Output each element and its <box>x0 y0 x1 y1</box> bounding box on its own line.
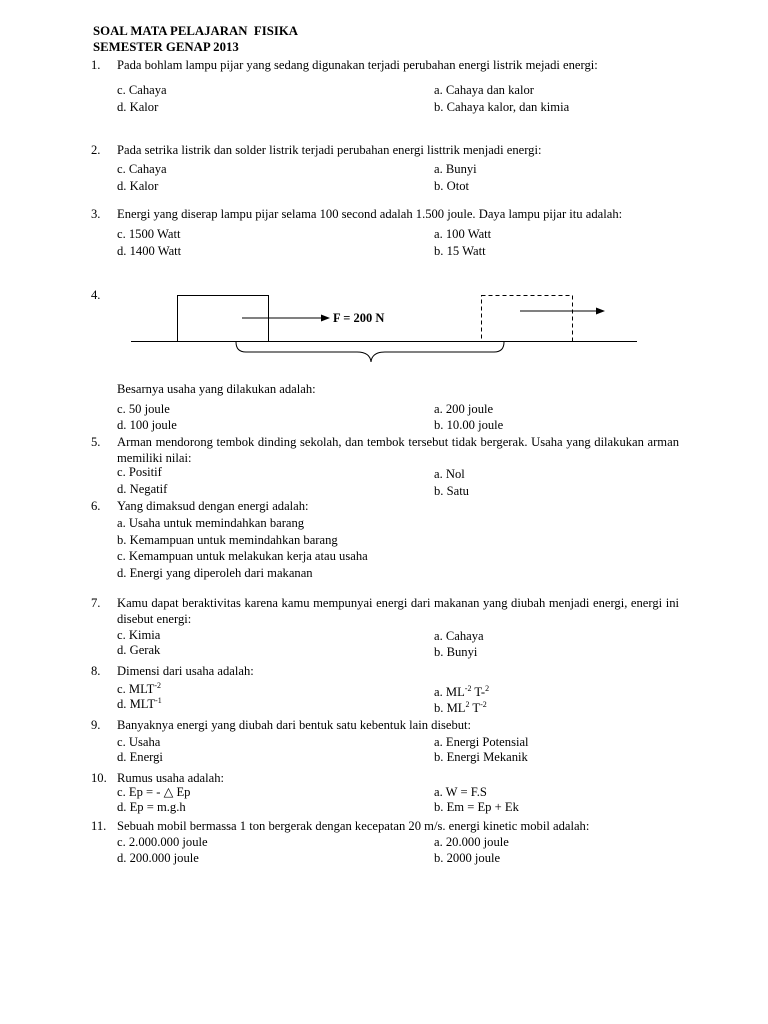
option-a: a. Nol <box>434 467 465 481</box>
question-text: Pada setrika listrik dan solder listrik terjadi perubahan energi listtrik menjadi energi: <box>117 143 542 157</box>
question-number: 3. <box>91 207 101 221</box>
exam-title: SOAL MATA PELAJARAN FISIKA <box>93 24 299 38</box>
option-a: a. Energi Potensial <box>434 735 529 749</box>
question-11 <box>91 818 679 866</box>
question-text: Yang dimaksud dengan energi adalah: <box>117 499 309 513</box>
option-b: b. Satu <box>434 484 469 498</box>
option-b: b. 10.00 joule <box>434 418 504 432</box>
answer-options <box>117 733 679 765</box>
option-c: c. Cahaya <box>117 162 167 176</box>
option-d: d. 1400 Watt <box>117 244 182 258</box>
question-text: Arman mendorong tembok dinding sekolah, dan tembok tersebut tidak bergerak. Usaha yang dilakukan arman memiliki nilai: <box>117 435 679 465</box>
question-text: Energi yang diserap lampu pijar selama 100 second adalah 1.500 joule. Daya lampu pijar itu adalah: <box>117 207 623 221</box>
question-text: Sebuah mobil bermassa 1 ton bergerak dengan kecepatan 20 m/s. energi kinetic mobil adalah: <box>117 819 590 833</box>
option-a: a. Cahaya <box>434 629 484 643</box>
question-number: 9. <box>91 718 101 732</box>
option-b: b. 15 Watt <box>434 244 486 258</box>
answer-options <box>117 834 679 866</box>
force-arrow-head <box>321 315 330 322</box>
force-label: F = 200 N <box>333 311 385 325</box>
option-b: b. $ML^2$ $T^{-2}$ <box>434 700 487 715</box>
block-final <box>482 296 573 342</box>
option-c: c. Kemampuan untuk melakukan kerja atau usaha <box>117 549 368 563</box>
option-d: d. 100 joule <box>117 418 177 432</box>
option-b: b. Bunyi <box>434 645 478 659</box>
option-a: a. W = F.S <box>434 785 487 799</box>
option-c: c. Kimia <box>117 628 161 642</box>
question-text: Banyaknya energi yang diubah dari bentuk satu kebentuk lain disebut: <box>117 718 472 732</box>
question-10 <box>91 770 679 816</box>
option-b: b. Em = Ep + Ek <box>434 800 519 814</box>
option-a: a. 200 joule <box>434 402 494 416</box>
option-b: b. Otot <box>434 179 469 193</box>
option-a: a. 20.000 joule <box>434 835 509 849</box>
option-d: d. $MLT^{-1}$ <box>117 696 162 711</box>
question-9 <box>91 717 679 765</box>
option-a: a. Bunyi <box>434 162 477 176</box>
option-d: d. Energi yang diperoleh dari makanan <box>117 565 313 580</box>
option-c: c. $MLT^{-2}$ <box>117 681 161 696</box>
distance-brace <box>236 342 504 362</box>
option-a: a. Usaha untuk memindahkan barang <box>117 516 305 530</box>
option-c: c. Positif <box>117 465 162 479</box>
option-c: c. Usaha <box>117 735 161 749</box>
question-6 <box>91 498 679 581</box>
question-number: 11. <box>91 819 107 833</box>
question-number: 2. <box>91 143 101 157</box>
question-text: Kamu dapat beraktivitas karena kamu mempunyai energi dari makanan yang diubah menjadi energi, energi ini disebut energi: <box>117 596 679 626</box>
question-7 <box>91 595 679 660</box>
question-number: 4. <box>91 288 101 302</box>
option-d: d. Ep = m.g.h <box>117 800 186 814</box>
option-b: b. Energi Mekanik <box>434 750 528 764</box>
question-number: 7. <box>91 596 101 610</box>
question-text: Dimensi dari usaha adalah: <box>117 664 254 678</box>
option-d: d. 200.000 joule <box>117 851 199 865</box>
option-d: d. Negatif <box>117 482 168 496</box>
force-diagram <box>0 0 768 380</box>
answer-list <box>117 515 679 581</box>
answer-options <box>117 627 679 660</box>
option-b: b. 2000 joule <box>434 851 501 865</box>
answer-options <box>117 401 679 434</box>
question-number: 5. <box>91 435 101 449</box>
question-number: 10. <box>91 771 107 785</box>
option-d: d. Energi <box>117 750 163 764</box>
option-d: d. Kalor <box>117 100 159 114</box>
motion-arrow-head <box>596 308 605 315</box>
question-number: 6. <box>91 499 101 513</box>
option-c: c. 1500 Watt <box>117 227 181 241</box>
question-number: 1. <box>91 58 101 72</box>
option-b: b. Cahaya kalor, dan kimia <box>434 100 570 114</box>
option-d: d. Gerak <box>117 643 161 657</box>
option-c: c. 2.000.000 joule <box>117 835 208 849</box>
option-c: c. 50 joule <box>117 402 170 416</box>
answer-options <box>117 681 679 715</box>
question-4-body <box>91 381 679 434</box>
option-c: c. Ep = - △ Ep <box>117 785 191 799</box>
option-c: c. Cahaya <box>117 83 167 97</box>
answer-options <box>117 784 679 816</box>
question-5 <box>91 434 679 497</box>
exam-semester: SEMESTER GENAP 2013 <box>93 40 239 54</box>
question-text: Rumus usaha adalah: <box>117 771 225 785</box>
answer-options <box>117 464 679 497</box>
question-text: Pada bohlam lampu pijar yang sedang digunakan terjadi perubahan energi listrik mejadi energi: <box>117 58 598 72</box>
option-d: d. Kalor <box>117 179 159 193</box>
option-a: a. $ML^{-2}$ T-$^2$ <box>434 684 490 699</box>
question-number: 8. <box>91 664 101 678</box>
option-a: a. Cahaya dan kalor <box>434 83 535 97</box>
option-b: b. Kemampuan untuk memindahkan barang <box>117 532 338 547</box>
option-a: a. 100 Watt <box>434 227 492 241</box>
question-text: Besarnya usaha yang dilakukan adalah: <box>117 382 316 396</box>
question-8 <box>91 663 679 715</box>
